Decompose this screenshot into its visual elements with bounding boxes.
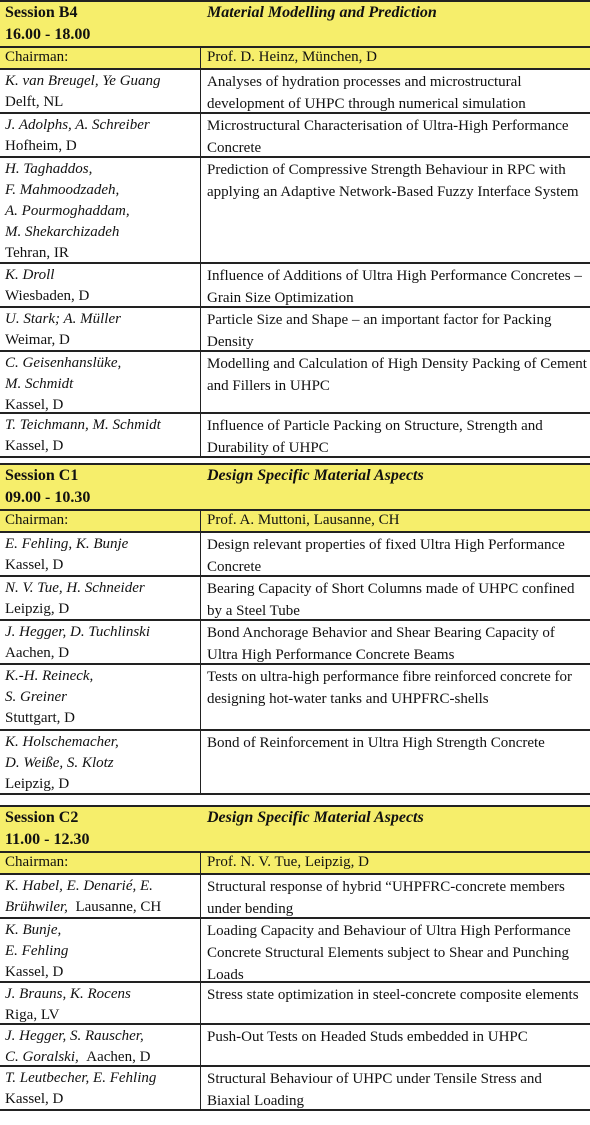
chairman-row <box>0 853 590 875</box>
author-line: E. Fehling <box>5 943 69 959</box>
paper-row <box>0 352 590 414</box>
paper-title: Bond of Reinforcement in Ultra High Strength Concrete <box>207 735 545 751</box>
chairman-label: Chairman: <box>5 854 69 870</box>
column-divider <box>200 853 201 1111</box>
paper-authors <box>5 984 199 1026</box>
paper-authors <box>5 876 199 918</box>
paper-location: Hofheim, D <box>5 138 77 154</box>
paper-location: Stuttgart, D <box>5 710 75 726</box>
paper-title: Particle Size and Shape – an important factor for Packing Density <box>207 312 552 350</box>
paper-authors <box>5 1068 199 1110</box>
paper-authors <box>5 578 199 620</box>
paper-row <box>0 875 590 919</box>
paper-location: Weimar, D <box>5 332 70 348</box>
paper-location: Aachen, D <box>5 645 70 661</box>
chairman-name: Prof. N. V. Tue, Leipzig, D <box>207 854 369 870</box>
author-line: K. van Breugel, Ye Guang <box>5 73 161 89</box>
author-name: C. Goralski, <box>5 1049 79 1065</box>
author-line: D. Weiße, S. Klotz <box>5 755 114 771</box>
paper-row <box>0 621 590 665</box>
author-line: F. Mahmoodzadeh, <box>5 182 120 198</box>
paper-row <box>0 158 590 264</box>
author-line: K. Bunje, <box>5 922 62 938</box>
paper-authors <box>5 534 199 576</box>
session-time: 11.00 - 12.30 <box>5 831 90 848</box>
paper-row <box>0 414 590 458</box>
author-line: C. Geisenhanslüke, <box>5 355 122 371</box>
paper-title: Microstructural Characterisation of Ultra-High Performance Concrete <box>207 118 569 156</box>
chairman-label: Chairman: <box>5 512 69 528</box>
paper-location: Leipzig, D <box>5 601 70 617</box>
paper-row <box>0 665 590 731</box>
paper-location: Kassel, D <box>5 557 64 573</box>
session-title: Design Specific Material Aspects <box>207 809 424 826</box>
paper-row <box>0 1025 590 1067</box>
author-line: U. Stark; A. Müller <box>5 311 121 327</box>
paper-title: Bond Anchorage Behavior and Shear Bearing Capacity of Ultra High Performance Concrete Beams <box>207 625 555 663</box>
paper-title: Modelling and Calculation of High Density Packing of Cement and Fillers in UHPC <box>207 356 587 394</box>
chairman-name: Prof. D. Heinz, München, D <box>207 49 377 65</box>
paper-authors <box>5 666 199 729</box>
author-line <box>5 1047 199 1068</box>
session-header <box>0 0 590 48</box>
paper-row <box>0 731 590 795</box>
paper-row <box>0 114 590 158</box>
author-line: J. Adolphs, A. Schreiber <box>5 117 150 133</box>
paper-authors <box>5 71 199 113</box>
paper-location: Kassel, D <box>5 964 64 980</box>
column-divider <box>200 48 201 458</box>
author-line: K. Holschemacher, <box>5 734 119 750</box>
paper-title: Structural response of hybrid “UHPFRC-concrete members under bending <box>207 879 565 917</box>
paper-title: Analyses of hydration processes and microstructural development of UHPC through numerical simulation <box>207 74 526 112</box>
session-title: Design Specific Material Aspects <box>207 467 424 484</box>
paper-title: Influence of Additions of Ultra High Performance Concretes – Grain Size Optimization <box>207 268 582 306</box>
paper-location: Leipzig, D <box>5 776 70 792</box>
paper-row <box>0 983 590 1025</box>
paper-location: Aachen, D <box>86 1049 151 1065</box>
paper-title: Stress state optimization in steel-concrete composite elements <box>207 987 579 1003</box>
session-title: Material Modelling and Prediction <box>207 4 437 21</box>
paper-location: Kassel, D <box>5 397 64 413</box>
session-id: Session C2 <box>5 809 79 826</box>
column-divider <box>200 511 201 795</box>
session-id: Session B4 <box>5 4 78 21</box>
author-line <box>5 897 199 918</box>
paper-authors <box>5 415 199 457</box>
session-time: 09.00 - 10.30 <box>5 489 91 506</box>
paper-row <box>0 919 590 983</box>
paper-location: Riga, LV <box>5 1007 60 1023</box>
author-line: M. Shekarchizadeh <box>5 224 120 240</box>
chairman-row <box>0 511 590 533</box>
paper-row <box>0 70 590 114</box>
paper-authors <box>5 159 199 264</box>
paper-authors <box>5 732 199 795</box>
paper-authors <box>5 115 199 157</box>
author-line: S. Greiner <box>5 689 67 705</box>
author-line: T. Teichmann, M. Schmidt <box>5 417 161 433</box>
session-header <box>0 463 590 511</box>
author-line: N. V. Tue, H. Schneider <box>5 580 145 596</box>
paper-row <box>0 577 590 621</box>
paper-title: Bearing Capacity of Short Columns made of UHPC confined by a Steel Tube <box>207 581 575 619</box>
paper-authors <box>5 920 199 983</box>
author-line: M. Schmidt <box>5 376 74 392</box>
author-line: K.-H. Reineck, <box>5 668 94 684</box>
paper-row <box>0 1067 590 1111</box>
paper-row <box>0 308 590 352</box>
author-line: K. Droll <box>5 267 55 283</box>
paper-authors <box>5 309 199 351</box>
paper-title: Prediction of Compressive Strength Behaviour in RPC with applying an Adaptive Network-Based Fuzzy Interface System <box>207 162 579 200</box>
paper-title: Structural Behaviour of UHPC under Tensile Stress and Biaxial Loading <box>207 1071 542 1109</box>
author-line: J. Brauns, K. Rocens <box>5 986 131 1002</box>
session-id: Session C1 <box>5 467 79 484</box>
author-line: K. Habel, E. Denarié, E. <box>5 878 153 894</box>
author-line: E. Fehling, K. Bunje <box>5 536 129 552</box>
author-line: A. Pourmoghaddam, <box>5 203 130 219</box>
paper-title: Loading Capacity and Behaviour of Ultra High Performance Concrete Structural Elements subject to Shear and Punching Loads <box>207 923 571 983</box>
paper-location: Tehran, IR <box>5 245 69 261</box>
paper-location: Wiesbaden, D <box>5 288 90 304</box>
paper-authors <box>5 265 199 307</box>
paper-title: Tests on ultra-high performance fibre reinforced concrete for designing hot-water tanks and UHPFRC-shells <box>207 669 573 707</box>
paper-location: Kassel, D <box>5 438 64 454</box>
session-time: 16.00 - 18.00 <box>5 26 91 43</box>
chairman-label: Chairman: <box>5 49 69 65</box>
session-header <box>0 805 590 853</box>
author-line: H. Taghaddos, <box>5 161 93 177</box>
chairman-name: Prof. A. Muttoni, Lausanne, CH <box>207 512 400 528</box>
paper-title: Influence of Particle Packing on Structure, Strength and Durability of UHPC <box>207 418 543 456</box>
paper-location: Lausanne, CH <box>75 899 162 915</box>
paper-title: Push-Out Tests on Headed Studs embedded in UHPC <box>207 1029 528 1045</box>
paper-row <box>0 264 590 308</box>
author-line: T. Leutbecher, E. Fehling <box>5 1070 157 1086</box>
chairman-row <box>0 48 590 70</box>
author-name: Brühwiler, <box>5 899 68 915</box>
paper-title: Design relevant properties of fixed Ultra High Performance Concrete <box>207 537 565 575</box>
paper-location: Delft, NL <box>5 94 64 110</box>
paper-location: Kassel, D <box>5 1091 64 1107</box>
author-line: J. Hegger, D. Tuchlinski <box>5 624 150 640</box>
paper-row <box>0 533 590 577</box>
paper-authors <box>5 1026 199 1068</box>
paper-authors <box>5 622 199 664</box>
author-line: J. Hegger, S. Rauscher, <box>5 1028 144 1044</box>
paper-authors <box>5 353 199 416</box>
